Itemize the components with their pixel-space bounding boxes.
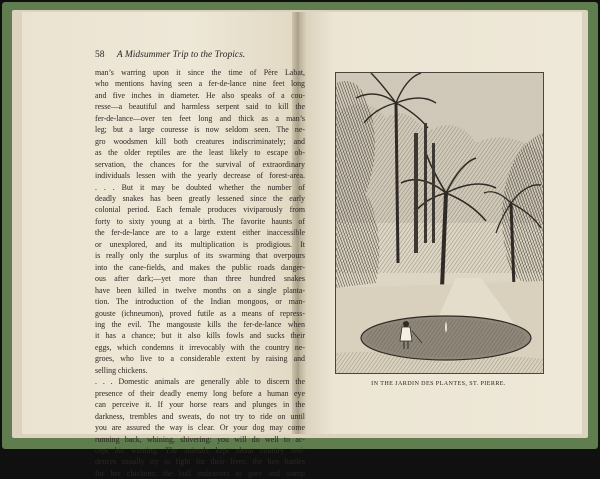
body-line: dences usually try to fight for their lives; the hen battles (95, 457, 305, 467)
body-line: can perceive it. If your horse rears and plunges in the (95, 400, 305, 410)
body-line: man’s warring upon it since the time of Père Labat, (95, 68, 305, 77)
body-line: the fer-de-lance are to a large extent either inaccessible (95, 228, 305, 238)
body-line: you are assured the way is clear. Or your dog may come (95, 423, 305, 433)
body-text (95, 67, 305, 479)
body-line: for her chickens; the bull endeavors to gore and stamp (95, 468, 305, 478)
body-line: deadly snakes has been greatly lessened since the early (95, 193, 305, 203)
body-line: darkness, trembles and sweats, do not try to ride on until (95, 411, 305, 421)
body-line: colonial period. Each female produces viviparously from (95, 205, 305, 215)
body-line: presence of their deadly enemy long before a human eye (95, 388, 305, 398)
body-line: fer-de-lance—over ten feet long and thick as a man’s (95, 113, 305, 123)
body-line: resse—a beautiful and harmless serpent said to kill the (95, 102, 305, 112)
body-line: and five inches in diameter. He also speaks of a cou- (95, 90, 305, 100)
body-line: forty to sixty young at a birth. The favorite haunts of (95, 216, 305, 226)
body-line: cept his warning. The animals kept about country resi- (95, 445, 305, 455)
running-title: A Midsummer Trip to the Tropics. (116, 50, 246, 60)
plate-caption: IN THE JARDIN DES PLANTES, ST. PIERRE. (371, 381, 506, 387)
body-line: leg; but a large couresse is now seldom seen. The ne- (95, 125, 305, 135)
body-line: eggs, which condemns it irrevocably with the country ne- (95, 342, 305, 352)
body-line: selling chickens. (95, 365, 148, 375)
body-line: or unexplored, and its multiplication is prodigious. It (95, 239, 305, 249)
body-line: servation, the chances for the survival of extraordinary (95, 159, 305, 169)
illustration-plate (335, 72, 544, 374)
body-line: it has a chance; but it also kills fowls and sucks their (95, 331, 305, 341)
body-line: . . . But it may be doubted whether the number of (95, 182, 305, 192)
body-line: individuals lessen with the yearly decrease of forest-area. (95, 171, 305, 181)
body-line: tion. The introduction of the Indian mongoos, or man- (95, 297, 305, 307)
body-line: running back, whining, shivering: you will do well to ac- (95, 434, 305, 444)
body-line: groes, who live to a considerable extent by raising and (95, 354, 305, 364)
body-line: gro woodsmen kill both creatures indiscriminately; and (95, 136, 305, 146)
body-line: have been killed in twelve months on a single planta- (95, 285, 305, 295)
body-line: who mentions having seen a fer-de-lance nine feet long (95, 79, 305, 89)
body-line: ing the evil. The mangouste kills the fer-de-lance when (95, 319, 305, 329)
garden-engraving (336, 73, 543, 373)
page-number: 58 (95, 50, 105, 60)
running-head (95, 50, 305, 60)
body-line: as the older reptiles are the least likely to escape ob- (95, 148, 305, 158)
body-line: ous after dark;—yet more than three hundred snakes (95, 274, 305, 284)
body-line: . . . Domestic animals are generally able to discern the (95, 377, 305, 387)
body-line: into the cane-fields, and makes the public roads danger- (95, 262, 305, 272)
body-line: gouste (ichneumon), proved futile as a means of repress- (95, 308, 305, 318)
body-line: is really only the surplus of its swarming that overpours (95, 251, 305, 261)
